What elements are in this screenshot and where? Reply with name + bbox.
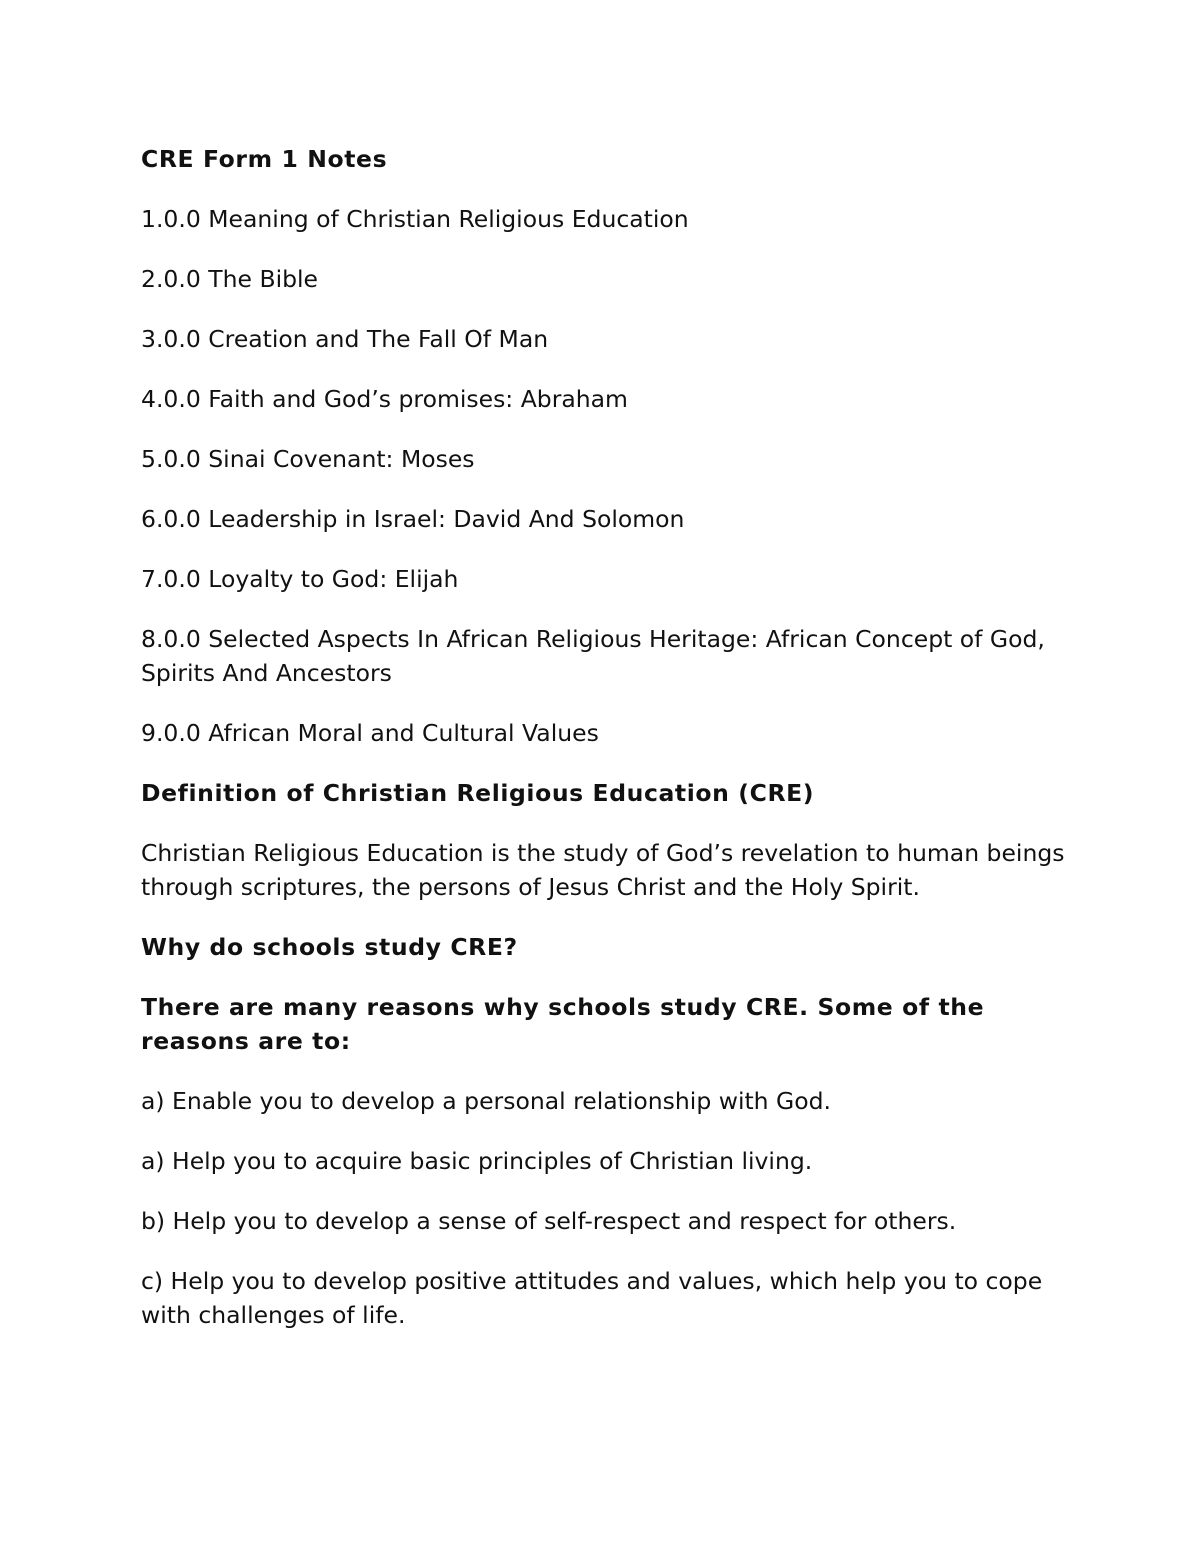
toc-item-8: 8.0.0 Selected Aspects In African Religious Heritage: African Concept of God, Spirits And Ancestors — [141, 625, 1045, 687]
toc-item-1: 1.0.0 Meaning of Christian Religious Education — [141, 205, 689, 233]
definition-text: Christian Religious Education is the study of God’s revelation to human beings through scriptures, the persons of Jesus Christ and the Holy Spirit. — [141, 839, 1065, 901]
document-body — [141, 142, 1066, 1358]
reason-item-4: c) Help you to develop positive attitudes and values, which help you to cope with challenges of life. — [141, 1267, 1043, 1329]
reasons-intro: There are many reasons why schools study CRE. Some of the reasons are to: — [141, 993, 985, 1055]
toc-item-3: 3.0.0 Creation and The Fall Of Man — [141, 325, 549, 353]
document-title: CRE Form 1 Notes — [141, 145, 388, 173]
reason-item-2: a) Help you to acquire basic principles of Christian living. — [141, 1147, 813, 1175]
toc-item-4: 4.0.0 Faith and God’s promises: Abraham — [141, 385, 628, 413]
toc-item-9: 9.0.0 African Moral and Cultural Values — [141, 719, 599, 747]
why-heading: Why do schools study CRE? — [141, 933, 518, 961]
toc-item-2: 2.0.0 The Bible — [141, 265, 318, 293]
toc-item-5: 5.0.0 Sinai Covenant: Moses — [141, 445, 475, 473]
reason-item-1: a) Enable you to develop a personal relationship with God. — [141, 1087, 832, 1115]
definition-heading: Definition of Christian Religious Education (CRE) — [141, 779, 815, 807]
toc-item-6: 6.0.0 Leadership in Israel: David And Solomon — [141, 505, 685, 533]
reason-item-3: b) Help you to develop a sense of self-respect and respect for others. — [141, 1207, 957, 1235]
toc-item-7: 7.0.0 Loyalty to God: Elijah — [141, 565, 459, 593]
